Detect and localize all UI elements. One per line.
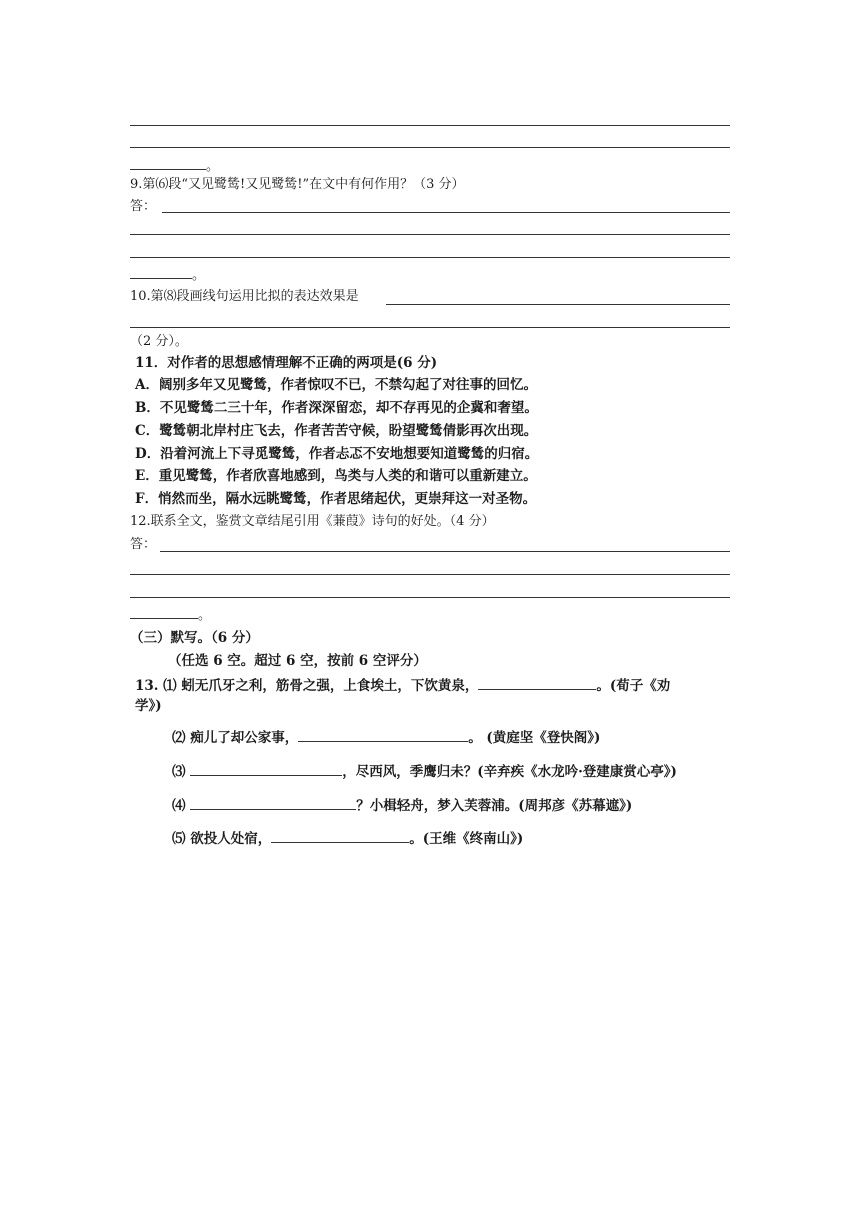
q13-item-1: 13. ⑴ 蚓无爪牙之利，筋骨之强，上食埃土，下饮黄泉， 。(荀子《劝 — [135, 678, 671, 694]
q13-item-5: ⑸ 欲投人处宿， 。(王维《终南山》) — [172, 831, 524, 847]
q13-item-2: ⑵ 痴儿了却公家事， 。 (黄庭坚《登快阁》) — [172, 730, 601, 746]
fill-blank[interactable] — [478, 676, 596, 690]
answer-line-tail: 。 — [130, 157, 219, 175]
answer-line-tail: 。 — [130, 266, 205, 284]
answer-line — [130, 257, 730, 258]
answer-line-tail: 。 — [130, 606, 211, 624]
answer-line — [130, 597, 730, 598]
fill-blank[interactable] — [271, 829, 409, 843]
question-10-prompt: 10.第⑻段画线句运用比拟的表达效果是 — [130, 289, 359, 304]
option-c: C．鹭鸶朝北岸村庄飞去，作者苦苦守候，盼望鹭鸶倩影再次出现。 — [135, 423, 538, 439]
q13-item-4: ⑷ ？小楫轻舟，梦入芙蓉浦。(周邦彦《苏幕遮》) — [172, 798, 633, 814]
question-11-prompt: 11．对作者的思想感情理解不正确的两项是(6 分) — [135, 355, 438, 371]
option-a: A．阔别多年又见鹭鸶，作者惊叹不已，不禁勾起了对往事的回忆。 — [135, 377, 537, 393]
answer-line — [160, 551, 730, 552]
answer-line — [386, 304, 730, 305]
option-b: B．不见鹭鸶二三十年，作者深深留恋，却不存再见的企冀和奢望。 — [135, 400, 538, 416]
answer-line — [130, 125, 730, 126]
fill-blank[interactable] — [298, 728, 468, 742]
question-12-prompt: 12.联系全文，鉴赏文章结尾引用《蒹葭》诗句的好处。（4 分） — [130, 514, 495, 529]
fill-blank[interactable] — [190, 796, 356, 810]
answer-line — [130, 234, 730, 235]
answer-line — [162, 212, 730, 213]
q13-item-3: ⑶ ，尽西风，季鹰归未？(辛弃疾《水龙吟·登建康赏心亭》) — [172, 764, 677, 780]
fill-blank[interactable] — [190, 762, 342, 776]
section-3-note: （任选 6 空。超过 6 空，按前 6 空评分） — [168, 653, 427, 669]
answer-line — [130, 147, 730, 148]
question-9-prompt: 9.第⑹段“又见鹭鸶!又见鹭鸶!”在文中有何作用？（3 分） — [130, 177, 465, 192]
option-d: D．沿着河流上下寻觅鹭鸶，作者忐忑不安地想要知道鹭鸶的归宿。 — [135, 446, 539, 462]
question-12-answer-label: 答： — [130, 537, 157, 552]
section-3-title: （三）默写。（6 分） — [130, 630, 259, 646]
answer-line — [130, 574, 730, 575]
question-10-score: （2 分）。 — [130, 334, 188, 349]
question-9-answer-label: 答： — [130, 199, 157, 214]
answer-line — [130, 327, 730, 328]
option-e: E．重见鹭鸶，作者欣喜地感到，鸟类与人类的和谐可以重新建立。 — [135, 468, 537, 484]
q13-item-1-cont: 学》) — [135, 698, 162, 714]
option-f: F．悄然而坐，隔水远眺鹭鸶，作者思绪起伏，更崇拜这一对圣物。 — [135, 491, 537, 507]
